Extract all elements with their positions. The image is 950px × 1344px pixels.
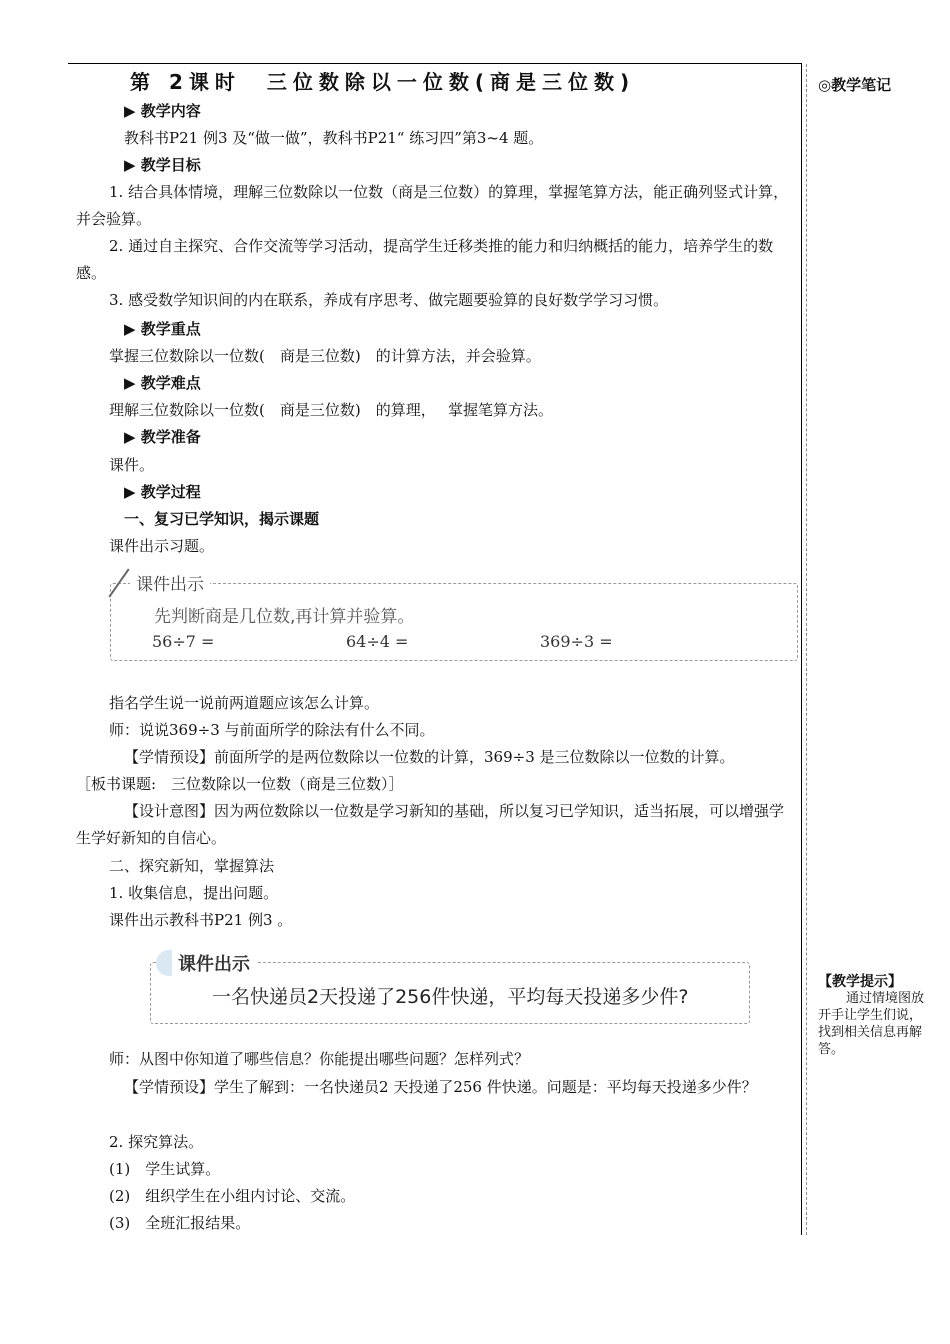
- substep-2: (2) 组织学生在小组内讨论、交流。: [109, 1187, 356, 1205]
- student-preset: 【学情预设】学生了解到：一名快递员2 天投递了256 件快递。问题是：平均每天投递多少件？: [124, 1078, 757, 1096]
- lesson-title: 第 2课时 三位数除以一位数(商是三位数): [130, 70, 636, 94]
- example-question: 一名快递员2天投递了256件快递，平均每天投递多少件?: [212, 986, 689, 1008]
- teaching-tip-title: 【教学提示】: [818, 974, 902, 990]
- substep-1: (1) 学生试算。: [109, 1160, 221, 1178]
- step1-heading: 一、复习已学知识，揭示课题: [124, 510, 320, 528]
- board-title: ［板书课题: 三位数除以一位数（商是三位数）］: [76, 775, 404, 793]
- difficulty-text: 理解三位数除以一位数( 商是三位数) 的算理， 掌握笔算方法。: [109, 401, 553, 419]
- content-text: 教科书P21 例3 及“做一做”，教科书P21“ 练习四”第3~4 题。: [124, 129, 544, 147]
- step2-item-2: 2. 探究算法。: [109, 1133, 204, 1151]
- step2-item-1: 1. 收集信息，提出问题。: [109, 884, 279, 902]
- para-3: 【学情预设】前面所学的是两位数除以一位数的计算，369÷3 是三位数除以一位数的计算。: [124, 748, 735, 766]
- key-text: 掌握三位数除以一位数( 商是三位数) 的计算方法，并会验算。: [109, 347, 541, 365]
- teaching-tip-text: 通过情境图放开手让学生们说，找到相关信息再解答。: [818, 991, 925, 1057]
- design-intent: 【设计意图】因为两位数除以一位数是学习新知的基础，所以复习已学知识，适当拓展，可以增强学生学好新知的自信心。: [76, 802, 785, 847]
- goal-heading: ▶ 教学目标: [124, 156, 201, 174]
- teaching-notes-title: ◎教学笔记: [818, 76, 892, 94]
- difficulty-heading: ▶ 教学难点: [124, 374, 201, 392]
- process-heading: ▶ 教学过程: [124, 483, 201, 501]
- para-1: 指名学生说一说前两道题应该怎么计算。: [109, 694, 380, 712]
- top-rule: [68, 63, 801, 64]
- prep-text: 课件。: [109, 456, 155, 474]
- para-2: 师：说说369÷3 与前面所学的除法有什么不同。: [109, 721, 435, 739]
- teacher-question: 师：从图中你知道了哪些信息？你能提出哪些问题？怎样列式？: [109, 1050, 530, 1068]
- step2-heading: 二、探究新知，掌握算法: [109, 857, 275, 875]
- step2-text: 课件出示教科书P21 例3 。: [109, 911, 293, 929]
- expression-1: 56÷7 =: [152, 632, 215, 651]
- content-heading: ▶ 教学内容: [124, 102, 201, 120]
- courseware-label-2: 课件出示: [172, 950, 256, 976]
- step1-text: 课件出示习题。: [109, 537, 215, 555]
- substep-3: (3) 全班汇报结果。: [109, 1214, 251, 1232]
- key-heading: ▶ 教学重点: [124, 320, 201, 338]
- prep-heading: ▶ 教学准备: [124, 428, 201, 446]
- expression-2: 64÷4 =: [346, 632, 409, 651]
- courseware-label-1: 课件出示: [130, 570, 210, 595]
- goal-2: 2. 通过自主探究、合作交流等学习活动，提高学生迁移类推的能力和归纳概括的能力，培养学生的数感。: [76, 237, 774, 282]
- goal-3: 3. 感受数学知识间的内在联系，养成有序思考、做完题要验算的良好数学学习习惯。: [109, 291, 669, 309]
- exercise-instruction: 先判断商是几位数,再计算并验算。: [154, 607, 415, 627]
- expression-3: 369÷3 =: [540, 632, 613, 651]
- goal-1: 1. 结合具体情境，理解三位数除以一位数（商是三位数）的算理，掌握笔算方法，能正确列竖式计算，并会验算。: [76, 183, 789, 228]
